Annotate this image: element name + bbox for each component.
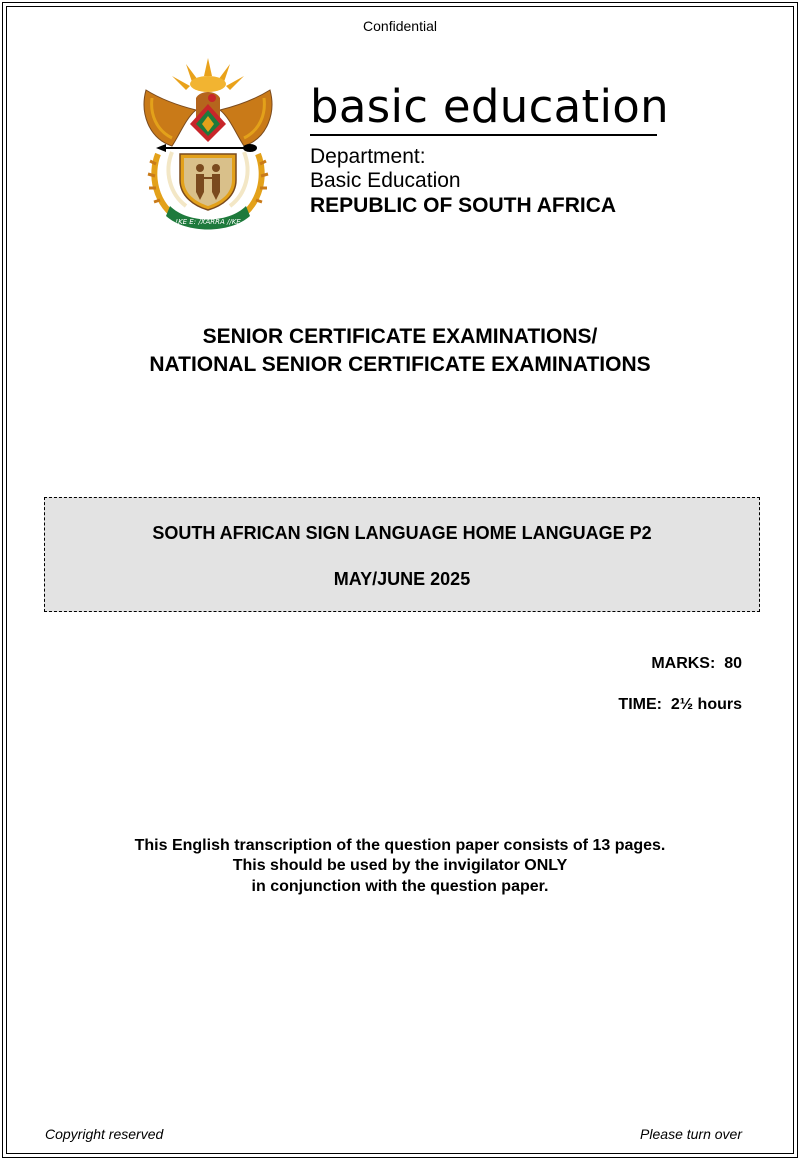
note-line-1: This English transcription of the question paper consists of 13 pages. (134, 837, 666, 854)
exam-title-line-2: NATIONAL SENIOR CERTIFICATE EXAMINATIONS (149, 353, 651, 376)
turn-over-notice: Please turn over (640, 1126, 742, 1142)
confidential-label: Confidential (363, 18, 437, 34)
subject-name: SOUTH AFRICAN SIGN LANGUAGE HOME LANGUAGE P2 (152, 523, 652, 543)
brand-divider (310, 134, 657, 136)
time-label: TIME: 2½ hours (618, 696, 742, 713)
coat-of-arms-icon (136, 54, 280, 230)
brand-title: basic education (310, 80, 669, 133)
note-line-3: in conjunction with the question paper. (251, 878, 549, 895)
marks-label: MARKS: 80 (651, 655, 742, 672)
country-name: REPUBLIC OF SOUTH AFRICA (310, 194, 617, 217)
note-line-2: This should be used by the invigilator ONLY (232, 857, 568, 874)
exam-session: MAY/JUNE 2025 (333, 569, 471, 589)
svg-text:!KE E: /XARRA //KE: !KE E: /XARRA //KE (175, 218, 241, 226)
department-name: Basic Education (310, 169, 461, 192)
department-label: Department: (310, 145, 426, 168)
copyright-notice: Copyright reserved (45, 1126, 164, 1142)
subject-box (44, 497, 760, 612)
exam-title-line-1: SENIOR CERTIFICATE EXAMINATIONS/ (202, 325, 598, 348)
